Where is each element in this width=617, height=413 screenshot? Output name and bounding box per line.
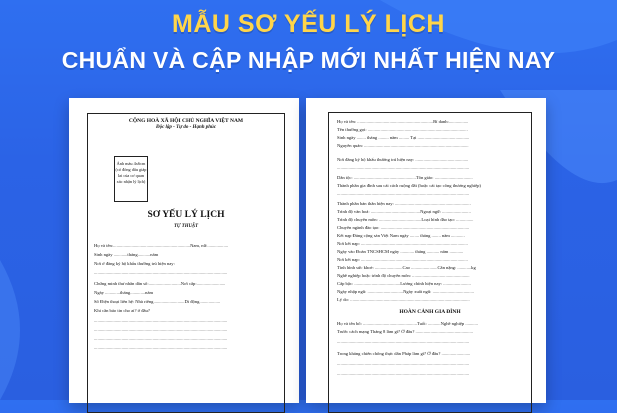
form-line: Cấp bậc: ........................................Lương chính hiện nay: ........................ [337,281,471,286]
form-line: .................................................................................................................... [94,270,228,275]
form-line: Lý do: ........................................................................................................ [337,297,470,302]
form-line: Trước cách mạng Tháng 8 làm gì? Ở đâu? .................................................. [337,329,473,334]
motto: Độc lập - Tự do - Hạnh phúc [155,125,217,130]
form-line: Số Điện thoại liên hệ: Nhà riêng...........................Di động.................. [94,299,221,304]
form-line: Nguyên quán: ........................................................................................... [337,143,469,148]
form-line: ................................................................................................................... [337,339,470,344]
form-line: Trình độ chuyên môn: .....................................Loại hình đào tạo: ............... [337,217,474,222]
page-frame [328,112,532,413]
form-line: Sinh ngày ............tháng...........năm [94,252,159,257]
form-line: Ngày vào Đoàn TNCSHCM ngày ............ tháng ........... năm ............ [337,249,464,254]
form-line: Ngày nhập ngũ: ...............................Ngày xuất ngũ: .................................... [337,289,474,294]
form-line: Ngày .............tháng.............năm [94,290,154,295]
form-line: ................................................................................................................... [337,371,470,376]
form-line: Họ và tên: ..................................................................Bí danh:................. [337,119,469,124]
form-line: .................................................................................................................... [94,336,228,341]
form-line: Nơi kết nạp: ............................................................................................. [337,257,468,262]
form-line: Họ và tên:...................................................................Nam, nữ:.................. [94,243,229,248]
form-line: .................................................................................................................... [94,327,228,332]
page-frame [87,113,285,413]
banner-title-line1: MẪU SƠ YẾU LÝ LỊCH [172,10,445,38]
form-line: Dân tộc: ......................................................Tôn giáo: ................................. [337,175,473,180]
section-title-family: HOÀN CẢNH GIA ĐÌNH [399,309,461,315]
form-line: Trình độ văn hoá: ...........................................Ngoại ngữ: ......................... [337,209,471,214]
form-line: Tình hình sức khoẻ: ........................Cao .......................Cân nặng: ............kg [337,265,476,270]
document-title: SƠ YẾU LÝ LỊCH [147,210,225,220]
form-line: Họ và tên bố: ...............................................Tuổi: ...........Nghề nghiệp ........... [337,321,478,326]
form-line: Tên thường gọi: ....................................................................................... [337,127,468,132]
banner-title-line2: CHUẨN VÀ CẬP NHẬP MỚI NHẤT HIỆN NAY [61,47,556,73]
form-line: ................................................................................................................... [337,361,470,366]
form-line: ................................................................................................................... [337,191,470,196]
form-line: Kết nạp Đảng cộng sản Việt Nam ngày ........ tháng ........ năm ............ [337,233,465,238]
document-page-left [69,98,299,403]
form-line: Nơi ở đăng ký hộ khẩu thường trú hiện nay: [94,261,175,266]
form-line: ................................................................................................................... [337,165,470,170]
form-line: Nghề nghiệp hoặc trình độ chuyên môn: .................................................. [337,273,470,278]
national-header: CỘNG HOÀ XÃ HỘI CHỦ NGHĨA VIỆT NAM [128,118,244,124]
form-line: Thành phần bản thân hiện nay: .................................................................. [337,201,471,206]
form-line: Thành phần gia đình sau cải cách ruộng đất (hoặc cải tạo công thương nghiệp) [337,183,481,188]
form-line: Nơi kết nạp: ............................................................................................. [337,241,468,246]
form-line: Trong kháng chiến chống thực dân Pháp làm gì? Ở đâu? ......................... [337,351,471,356]
document-page-right [306,98,546,403]
form-line: Sinh ngày ........ tháng ......... năm ......... Tại ............................................. [337,135,470,140]
form-line: Chuyên ngành đào tạo: ............................................................................. [337,225,470,230]
form-line: .................................................................................................................... [94,345,228,350]
form-line: Chứng minh thư nhân dân số:............................Nơi cấp:......................... [94,281,226,286]
form-line: .................................................................................................................... [94,318,228,323]
form-line: Nơi đăng ký hộ khẩu thường trú hiện nay: .............................................. [337,157,469,162]
document-subtitle: TỰ THUẬT [173,224,199,229]
form-line: Khi cần báo tin cho ai? ở đâu? [94,308,150,313]
photo-placeholder: Ảnh màu 4x6cm (có đóng dấu giáp lai của cơ quan xác nhận lý lịch) [114,156,148,202]
